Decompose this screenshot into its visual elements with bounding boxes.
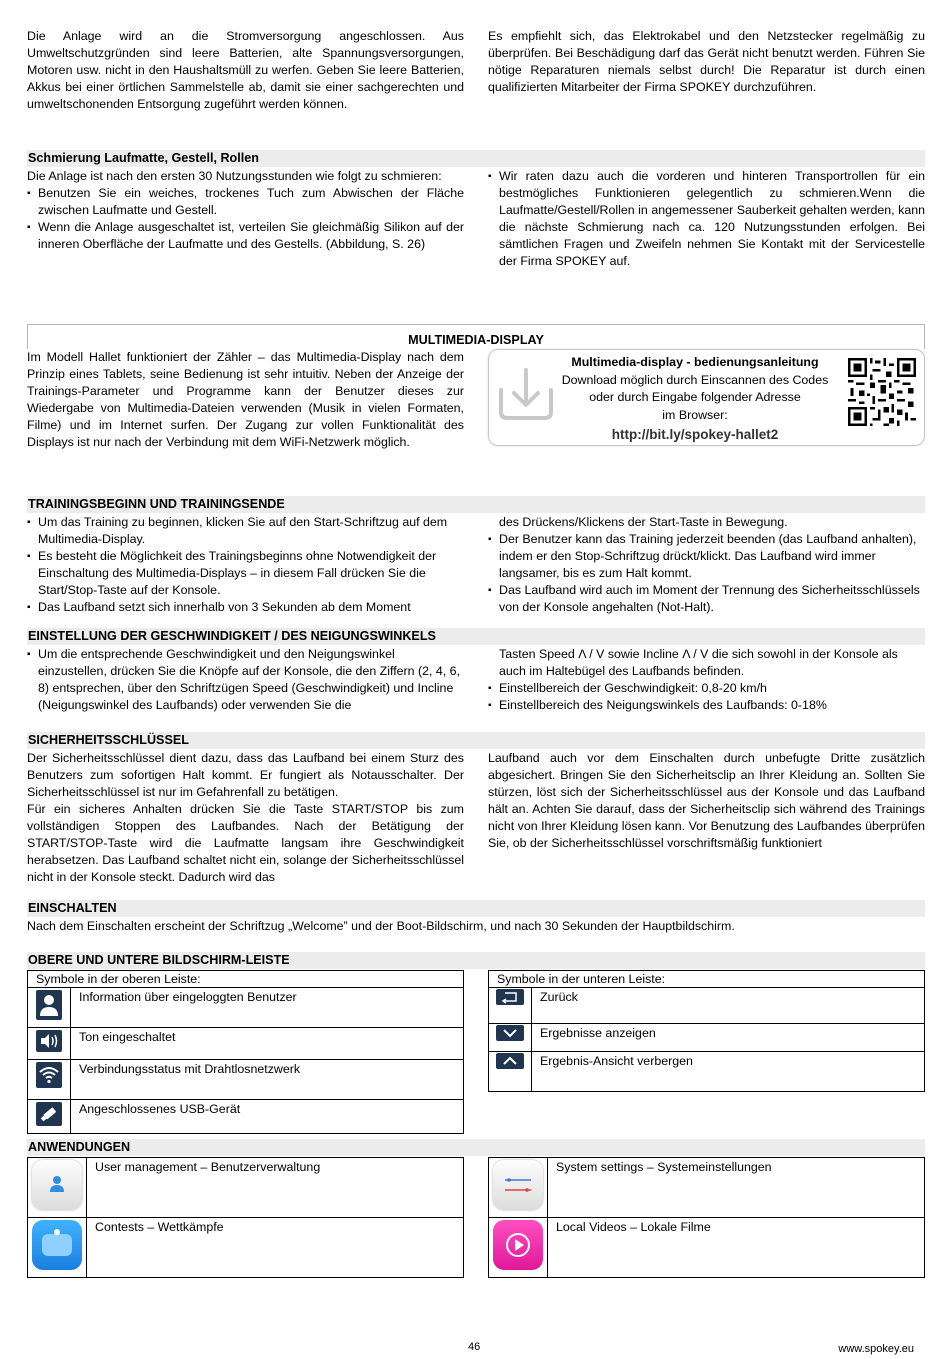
download-line: im Browser: — [662, 407, 728, 422]
symbol-label: Angeschlossenes USB-Gerät — [71, 1100, 464, 1134]
symbol-label: Ergebnisse anzeigen — [532, 1024, 925, 1052]
footer-url[interactable]: www.spokey.eu — [838, 1343, 914, 1355]
table-row — [28, 1028, 464, 1060]
qr-code[interactable] — [848, 358, 916, 426]
table-row — [28, 988, 464, 1028]
download-line: oder durch Eingabe folgender Adresse — [589, 390, 801, 404]
local-videos-icon — [493, 1220, 543, 1270]
speed-continuation: Tasten Speed Λ / V sowie Incline Λ / V die sich sowohl in der Konsole als auch im Haltebügel des Laufbands befinden. — [499, 647, 898, 678]
training-bullet: ▪ Es besteht die Möglichkeit des Trainingsbeginns ohne Notwendigkeit der Einschaltung des Multimedia-Displays – in diesem Fall drücken Sie die Start/Stop-Taste auf der Konsole. — [27, 548, 464, 599]
app-label: Local Videos – Lokale Filme — [548, 1218, 925, 1278]
training-continuation: des Drückens/Klickens der Start-Taste in Bewegung. — [499, 515, 788, 529]
bottom-bar-symbols-table — [488, 987, 925, 1092]
training-section — [27, 514, 925, 618]
symbol-label: Zurück — [532, 988, 925, 1024]
training-heading: TRAININGSBEGINN UND TRAININGSENDE — [27, 496, 925, 513]
table-row — [28, 1100, 464, 1134]
bars-heading: OBERE UND UNTERE BILDSCHIRM-LEISTE — [27, 952, 925, 969]
apps-table-right — [488, 1157, 925, 1278]
download-line: Download möglich durch Einscannen des Codes — [561, 372, 829, 387]
speed-bullet: ▪ Einstellbereich der Geschwindigkeit: 0,8-20 km/h — [488, 680, 925, 697]
system-settings-icon — [493, 1160, 543, 1210]
lubrication-bullet: ▪ Wir raten dazu auch die vorderen und hinteren Transportrollen für ein bestmögliches Funktionieren gelegentlich zu schmieren.Wenn die Laufmatte/Gestell/Rollen in angemessener Sauberkeit gehalten werden, kann die nächste Schmierung nach ca. 120 Nutzungsstunden erfolgen. Bei sämtlichen Fragen und Zweifeln nehmen Sie Kontakt mit der Servicestelle der Firma SPOKEY auf. — [488, 168, 925, 270]
safety-key-heading: SICHERHEITSSCHLÜSSEL — [27, 732, 925, 749]
app-label: Contests – Wettkämpfe — [87, 1218, 464, 1278]
download-url-link[interactable]: http://bit.ly/spokey-hallet2 — [611, 427, 779, 442]
training-bullet: ▪ Der Benutzer kann das Training jederzeit beenden (das Laufband anhalten), indem er den Stop-Schriftzug drückt/klickt. Das Laufband wird immer langsamer, bis es zum Halt kommt. — [488, 531, 925, 582]
user-icon — [36, 990, 62, 1020]
apps-section — [27, 1157, 925, 1278]
multimedia-section — [27, 324, 925, 457]
table-row — [489, 1218, 925, 1278]
table-row — [489, 1052, 925, 1092]
bottom-bar-title: Symbole in der unteren Leiste: — [488, 970, 925, 987]
lubrication-heading: Schmierung Laufmatte, Gestell, Rollen — [27, 150, 925, 167]
apps-table-left — [27, 1157, 464, 1278]
top-bar-title: Symbole in der oberen Leiste: — [27, 970, 464, 987]
app-label: User management – Benutzerverwaltung — [87, 1158, 464, 1218]
page-number: 46 — [468, 1341, 481, 1353]
safety-key-paragraph: Für ein sicheres Anhalten drücken Sie die Taste START/STOP bis zum vollständigen Stoppen des Laufbandes. Nach der Betätigung der START/STOP-Taste wird die Laufmatte langsam ihre Geschwindigkeit herabsetzen. Das Laufband schaltet nicht ein, solange der Sicherheitsschlüssel nicht in der Konsole steckt. Dadurch wird das — [27, 802, 464, 884]
chevron-down-icon — [496, 1025, 524, 1041]
lubrication-lead: Die Anlage ist nach den ersten 30 Nutzungsstunden wie folgt zu schmieren: — [27, 169, 442, 183]
symbol-label: Verbindungsstatus mit Drahtlosnetzwerk — [71, 1060, 464, 1100]
back-icon — [496, 989, 524, 1005]
download-box — [488, 349, 925, 446]
multimedia-text: Im Modell Hallet funktioniert der Zähler – das Multimedia-Display nach dem Prinzip eines Tablets, seine Bedienung ist sehr intuitiv. Neben der Anzeige der Trainings-Parameter und Programme kann der Benutzer dieses zur Wiedergabe von Multimedia-Dateien verwenden (Musik in vielen Formaten, Filme) und im Internet surfen. Der Zugang zur vollen Funktionalität des Displays ist nur nach der Verbindung mit dem WiFi-Netzwerk möglich. — [27, 350, 464, 449]
training-bullet: ▪ Das Laufband wird auch im Moment der Trennung des Sicherheitsschlüssels von der Konsole angehalten (Not-Halt). — [488, 582, 925, 616]
download-icon — [495, 362, 557, 424]
top-bar-symbols-table — [27, 987, 464, 1134]
speaker-icon — [36, 1030, 62, 1052]
power-on-heading: EINSCHALTEN — [27, 900, 925, 917]
download-title: Multimedia-display - bedienungsanleitung — [571, 355, 819, 369]
intro-right-text: Es empfiehlt sich, das Elektrokabel und den Netzstecker regelmäßig zu überprüfen. Bei Beschädigung darf das Gerät nicht benutzt werden. Führen Sie nötige Reparaturen niemals selbst durch! Die Reparatur ist durch einen qualifizierten Mitarbeiter der Firma SPOKEY durchzuführen. — [488, 29, 925, 94]
chevron-up-icon — [496, 1053, 524, 1069]
lubrication-bullet: ▪ Benutzen Sie ein weiches, trockenes Tuch zum Abwischen der Fläche zwischen Laufmatte und Gestell. — [27, 185, 464, 219]
speed-section — [27, 646, 925, 716]
training-bullet: ▪ Um das Training zu beginnen, klicken Sie auf den Start-Schriftzug auf dem Multimedia-Display. — [27, 514, 464, 548]
lubrication-bullet: ▪ Wenn die Anlage ausgeschaltet ist, verteilen Sie gleichmäßig Silikon auf der inneren Oberfläche der Laufmatte und des Gestells. (Abbildung, S. 26) — [27, 219, 464, 253]
table-row — [489, 988, 925, 1024]
multimedia-heading: MULTIMEDIA-DISPLAY — [27, 331, 925, 349]
table-row — [489, 1158, 925, 1218]
usb-icon — [36, 1102, 62, 1126]
power-on-text: Nach dem Einschalten erscheint der Schriftzug „Welcome” und der Boot-Bildschirm, und nach 30 Sekunden der Hauptbildschirm. — [27, 919, 735, 933]
speed-bullet: ▪ Einstellbereich des Neigungswinkels des Laufbands: 0-18% — [488, 697, 925, 714]
user-management-icon — [32, 1160, 82, 1210]
wifi-icon — [36, 1062, 62, 1088]
table-row — [489, 1024, 925, 1052]
safety-key-section — [27, 750, 925, 884]
symbol-label: Ton eingeschaltet — [71, 1028, 464, 1060]
speed-heading: EINSTELLUNG DER GESCHWINDIGKEIT / DES NEIGUNGSWINKELS — [27, 628, 925, 645]
intro-section — [27, 28, 925, 136]
table-row — [28, 1158, 464, 1218]
safety-key-paragraph: Der Sicherheitsschlüssel dient dazu, dass das Laufband bei einem Sturz des Benutzers zum sofortigen Halt kommt. Er fungiert als Notausschalter. Der Sicherheitsschlüssel ist nur im Gefahrenfall zu betätigen. — [27, 751, 464, 799]
lubrication-section — [27, 168, 925, 296]
document-page — [27, 28, 925, 1278]
safety-key-paragraph: Laufband auch vor dem Einschalten durch unbefugte Dritte zusätzlich abgesichert. Bringen Sie den Sicherheitsclip an Ihrer Kleidung an. Sollten Sie stürzen, löst sich der Sicherheitsschlüssel aus der Konsole und das Laufband hält an. Achten Sie darauf, dass der Sicherheitsclip sich während des Trainings nicht von Ihrer Kleidung lösen kann. Vor Benutzung des Laufbandes überprüfen Sie, ob der Sicherheitsschlüssel vorschriftsmäßig funktioniert — [488, 751, 925, 850]
contests-icon — [32, 1220, 82, 1270]
apps-heading: ANWENDUNGEN — [27, 1139, 925, 1156]
table-row — [28, 1060, 464, 1100]
speed-bullet: ▪ Um die entsprechende Geschwindigkeit und den Neigungswinkel einzustellen, drücken Sie die Knöpfe auf der Konsole, die den Ziffern (2, 4, 6, 8) entsprechen, über den Schriftzügen Speed (Geschwindigkeit) und Incline (Neigungswinkel des Laufbands) oder verwenden Sie die — [27, 646, 464, 714]
intro-left-text: Die Anlage wird an die Stromversorgung angeschlossen. Aus Umweltschutzgründen sind leere Batterien, alte Spannungsversorgungen, Motoren usw. nicht in den Haushaltsmüll zu werfen. Geben Sie leere Batterien, Akkus bei einer örtlichen Sammelstelle ab, damit sie einer sachgerechten und umweltschonenden Entsorgung zugeführt werden können. — [27, 29, 464, 111]
bars-section — [27, 970, 925, 1122]
table-row — [28, 1218, 464, 1278]
training-bullet: ▪ Das Laufband setzt sich innerhalb von 3 Sekunden ab dem Moment — [27, 599, 464, 616]
symbol-label: Information über eingeloggten Benutzer — [71, 988, 464, 1028]
app-label: System settings – Systemeinstellungen — [548, 1158, 925, 1218]
symbol-label: Ergebnis-Ansicht verbergen — [532, 1052, 925, 1092]
